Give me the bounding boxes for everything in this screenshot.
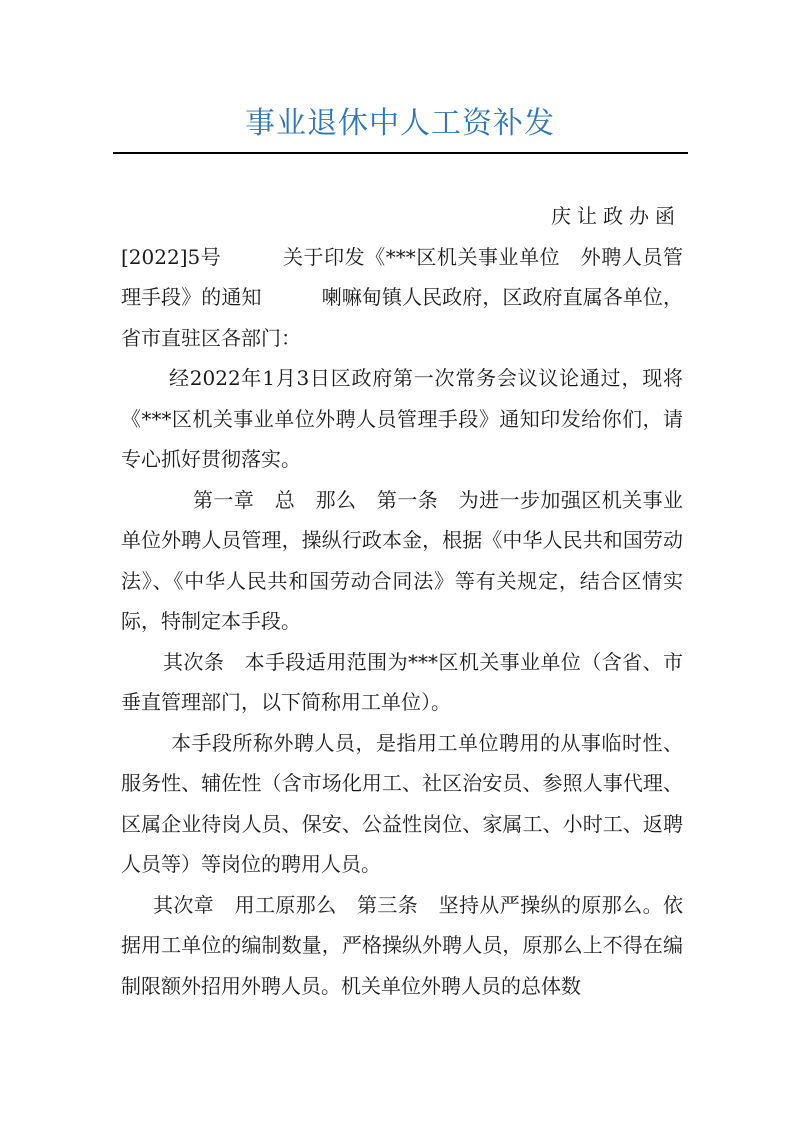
title-divider	[113, 152, 688, 154]
paragraph-article-3: 其次章 用工原那么 第三条 坚持从严操纵的原那么。依据用工单位的编制数量，严格操纵外聘人员，原那么上不得在编制限额外招用外聘人员。机关单位外聘人员的总体数	[121, 892, 683, 998]
paragraph-notice: [2022]5号 关于印发《***区机关事业单位 外聘人员管理手段》的通知 喇嘛甸镇人民政府，区政府直属各单位，省市直驻区各部门：	[121, 244, 683, 350]
paragraph-intro: 经2022年1月3日区政府第一次常务会议议论通过，现将《***区机关事业单位外聘人员管理手段》通知印发给你们，请专心抓好贯彻落实。	[121, 366, 683, 471]
paragraph-article-2: 其次条 本手段适用范围为***区机关事业单位（含省、市垂直管理部门，以下简称用工单位）。	[121, 649, 683, 714]
document-title: 事业退休中人工资补发	[245, 106, 555, 141]
paragraph-definition: 本手段所称外聘人员，是指用工单位聘用的从事临时性、服务性、辅佐性（含市场化用工、社区治安员、参照人事代理、区属企业待岗人员、保安、公益性岗位、家属工、小时工、返聘人员等）等岗位的聘用人员。	[121, 730, 683, 876]
document-body	[121, 196, 683, 1006]
paragraph-article-1: 第一章 总 那么 第一条 为进一步加强区机关事业单位外聘人员管理，操纵行政本金，根据《中华人民共和国劳动法》、《中华人民共和国劳动合同法》等有关规定，结合区情实际，特制定本手段。	[121, 487, 683, 633]
document-number: 庆让政办函	[551, 204, 681, 228]
